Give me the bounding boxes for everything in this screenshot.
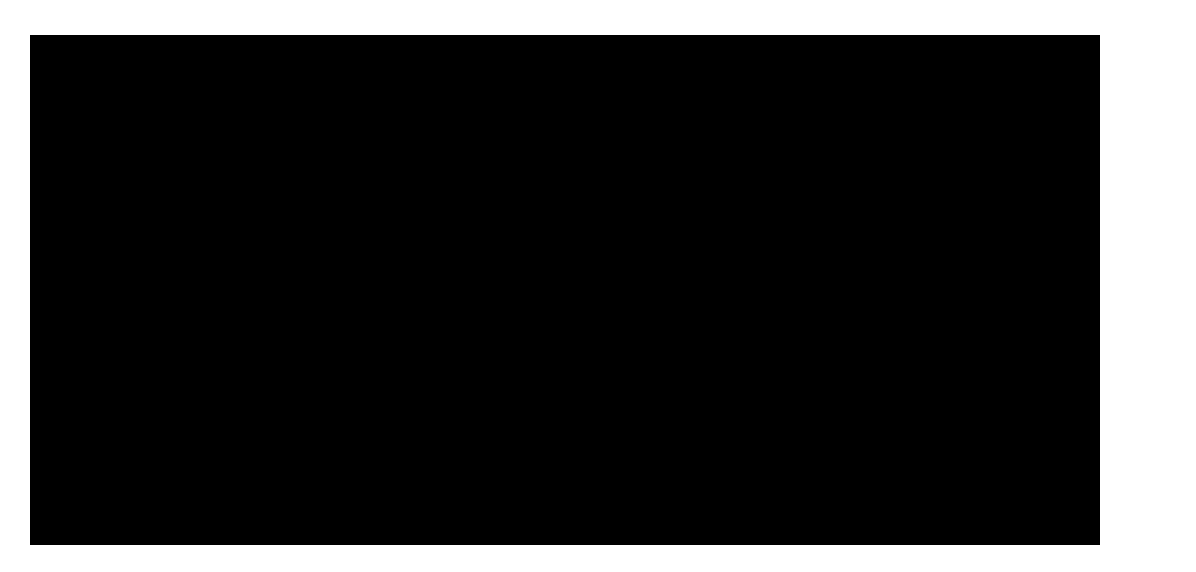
colorbar [1105, 35, 1161, 545]
y-axis-labels [0, 35, 26, 545]
heatmap-grid [30, 35, 1100, 545]
